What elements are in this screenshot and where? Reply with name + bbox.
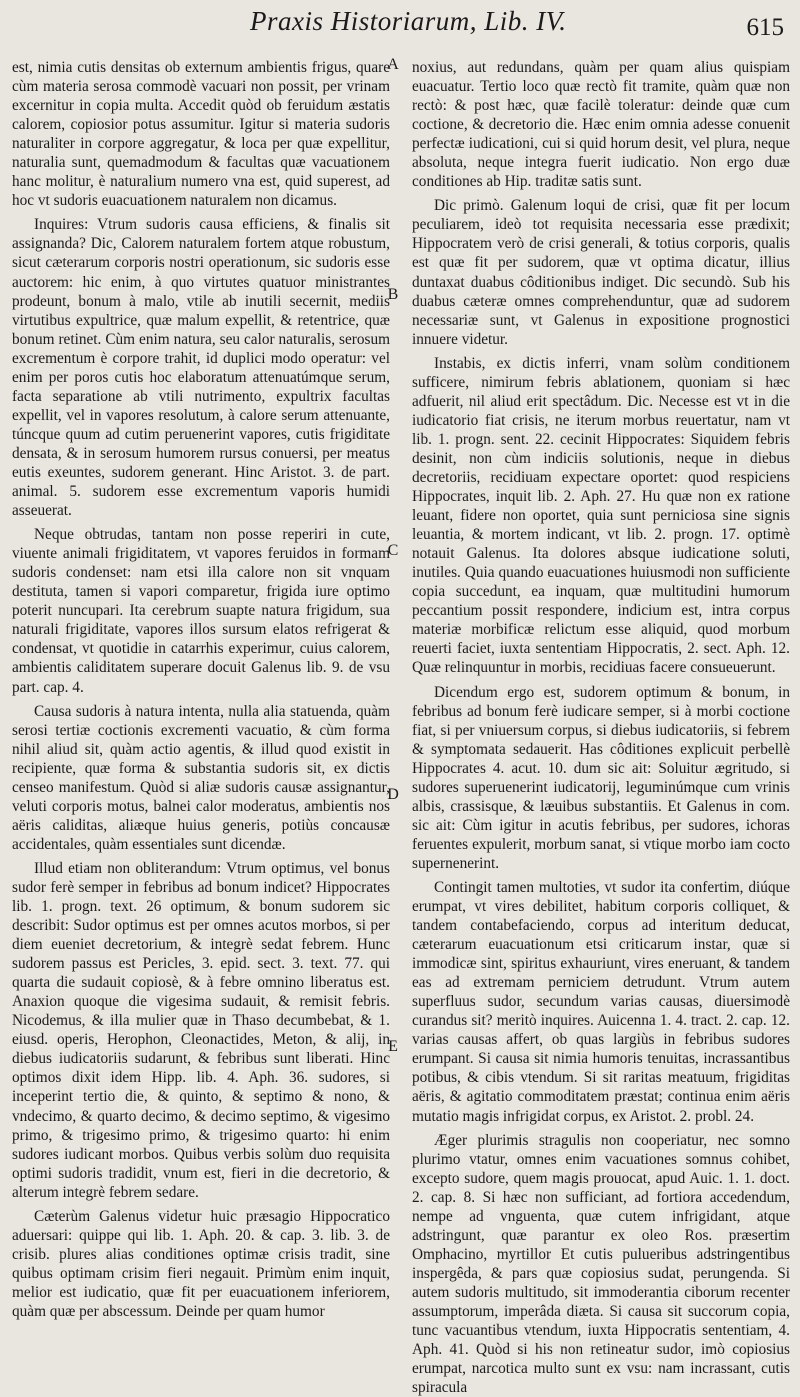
paragraph: Inquires: Vtrum sudoris causa efficiens, & finalis sit assignanda? Dic, Calorem naturalem fortem atque robustum, sicut cæterarum corporis nostri operationum, sic sudoris esse auctorem: hic enim, à quo virtutes quatuor ministrantes prodeunt, bonum à malo, vtile ab inutili secernit, mediis virtutibus expultrice, quæ malum expellit, & retentrice, quæ bonum retinet. Cùm enim natura, seu calor naturalis, serosum excrementum è corpore trahit, id duplici modo operatur: vel enim per poros cutis hoc elaboratum attenuatúmque serum, facta separatione ab vtili nutrimento, expultrix facultas expellit, vel in vapores resolutum, à calore serum attenuante, túncque quum ad cutim peruenerint vapores, cutis frigiditate densata, & in serosum humorem rursus conuersi, per meatus eutis exeuntes, sudorem generant. Hinc Aristot. 3. de part. animal. 5. sudorem esse excrementum vaporis humidi asseuerat. [12, 216, 390, 520]
page-number: 615 [746, 14, 784, 41]
paragraph: noxius, aut redundans, quàm per quam alius quispiam euacuatur. Tertio loco quæ rectò fit tramite, quàm quæ non rectò: & post hæc, quæ facilè toleratur: deinde quæ cum coctione, & decretorio die. Hæc enim omnia adesse conuenit perfectæ iudicationi, cui si quid horum desit, vel plura, neque absoluta, neque integra fuerit iudicatio. Non ergo duæ conditiones ab Hip. traditæ satis sunt. [412, 59, 790, 191]
paragraph: Cæterùm Galenus videtur huic præsagio Hippocratico aduersari: quippe qui lib. 1. Aph. 20. & cap. 3. lib. 3. de crisib. plures alias conditiones optimæ crisis tradit, sine quibus optimam crisim fieri negauit. Primùm enim inquit, melior est iudicatio, quæ fit per euacuationem inferiorem, quàm quæ per abscessum. Deinde per quam humor [12, 1207, 390, 1320]
margin-letter-a: A [387, 56, 399, 73]
running-head: Praxis Historiarum, Lib. IV. [250, 6, 567, 36]
paragraph: Dic primò. Galenum loqui de crisi, quæ fit per locum peculiarem, ideò tot requisita necessaria esse prædixit; Hippocratem verò de crisi generali, & totius corporis, qualis est quæ fit per sudorem, quæ vt optima dicatur, illius duntaxat duabus côditionibus indiget. Dic secundò. Sub his duabus cæteræ omnes comprehenduntur, quæ ad sudorem necessariæ sunt, vt Galenus in expositione prognostici innuere videtur. [412, 197, 790, 348]
left-column [12, 58, 390, 1348]
paragraph: Instabis, ex dictis inferri, vnam solùm conditionem sufficere, nimirum febris ablationem, quoniam si hæc adfuerit, nil aliud erit spectâdum. Dic. Necesse est vt in die iudicatorio fiat crisis, ne iterum morbus reuertatur, nam vt lib. 1. progn. sent. 22. cecinit Hippocrates: Siquidem febris desinit, non cùm indiciis solutionis, neque in diebus decretoriis, recidiuam expectare oportet: quod respiciens Hippocrates, inquit lib. 2. Aph. 27. Hu quæ non ex ratione leuant, fidere non oportet, quia sunt perniciosa sine signis leuantia, & mortem indicant, vt lib. 2. progn. 17. optimè notauit Galenus. Ita dolores absque iudicatione soluti, inutiles. Quia quando euacuationes huiusmodi non sufficiente copia succedunt, ea inquam, quæ multitudini humorum peccantium possit respondere, indicium est, intra corpus materiæ morbificæ relictum esse aliquid, quod morbum reuerti faciet, iuxta sententiam Hippocratis, 2. sect. Aph. 12. Quæ relinquuntur in morbis, recidiuas facere consueuerunt. [412, 354, 790, 677]
paragraph: Illud etiam non obliterandum: Vtrum optimus, vel bonus sudor ferè semper in febribus ad bonum indicet? Hippocrates lib. 1. progn. text. 26 optimum, & bonum sudorem sic describit: Sudor optimus est per omnes acutos morbos, si per diem eueniet decretorium, & integrè sedat febrem. Hunc sudorem passus est Pericles, 3. epid. sect. 3. text. 77. qui quarta die sudauit copiosè, & à febre omnino liberatus est. Anaxion quoque die vigesima sudauit, & remisit febris. Nicodemus, & illa mulier quæ in Thaso decumbebat, & 1. eiusd. operis, Herophon, Cleonactides, Meton, & alij, in diebus iudicatoriis sudarunt, & febribus sunt liberati. Hinc optimos dixit idem Hipp. lib. 4. Aph. 36. sudores, si inceperint tertio die, & quinto, & septimo & nono, & vndecimo, & quarto decimo, & decimo septimo, & vigesimo primo, & trigesimo primo, & trigesimo quarto: hi enim sudores iudicant morbos. Quibus verbis solùm duo requisita optimi sudoris tradidit, vnum est, fieri in die decretorio, & alterum integrè febrem sedare. [12, 859, 390, 1201]
paragraph: Causa sudoris à natura intenta, nulla alia statuenda, quàm serosi tertiæ coctionis excrementi vacuatio, & cùm forma nihil aliud sit, quàm actio agentis, & illud quod existit in recipiente, quæ forma & substantia sudoris sit, ex dictis censeo manifestum. Quòd si aliæ sudoris causæ assignantur, veluti corporis motus, balnei calor moderatus, ambientis nos aëris caliditas, aliæque huius generis, potiùs concausæ accidentales, quàm essentiales sunt dicendæ. [12, 702, 390, 853]
margin-letter-b: B [387, 286, 399, 303]
paragraph: est, nimia cutis densitas ob externum ambientis frigus, quare cùm materia serosa commodè vacuari non possit, per vrinam excernitur in copia multa. Accedit quòd ob feruidum æstatis calorem, copiosior potus assumitur. Igitur si materia sudoris naturaliter in corpore aggregatur, & loca per quæ expellitur, naturalia sunt, quemadmodum & facultas quæ vacuationem hanc molitur, è naturalium numero vna est, quid superest, ad hoc vt sudoris euacuationem naturalem non dicamus. [12, 59, 390, 210]
margin-letter-d: D [387, 786, 399, 803]
margin-letter-e: E [388, 1038, 398, 1055]
margin-letter-c: C [387, 542, 399, 559]
paragraph: Neque obtrudas, tantam non posse reperiri in cute, viuente animali frigiditatem, vt vapores feruidos in formam sudoris condenset: nam etsi illa calore non sit vnquam destituta, tamen si vapori comparetur, frigida iure optimo poterit nuncupari. Ita cerebrum suapte natura frigidum, sua naturali frigiditate, vapores illos sursum elatos refrigerat & condensat, vt quotidie in catarrhis experimur, cuius calorem, ambientis caliditatem superare docuit Galenus lib. 9. de vsu part. cap. 4. [12, 526, 390, 696]
paragraph: Æger plurimis stragulis non cooperiatur, nec somno plurimo vtatur, omnes enim vacuationes somnus cohibet, excepto sudore, quem magis prouocat, apud Auic. 1. 1. doct. 2. cap. 8. Si hæc non sufficiant, ad fortiora accedendum, nempe ad vnguenta, quæ cutem infrigidant, atque adstringunt, quæ parantur ex oleo Ros. præsertim Omphacino, myrtillor Et cutis pulueribus adstringentibus inspergêda, & pars quæ copiosius sudat, perungenda. Si autem sudoris multitudo, sit immoderantia ciborum recenter assumptorum, imperâda diæta. Si causa sit succorum copia, tunc vacuantibus vtendum, iuxta Hippocratis sententiam, 4. Aph. 41. Quòd si his non retineatur sudor, imò copiosius erumpat, narcotica multo sunt ex vsu: nam incrassant, cutis spiracula [412, 1131, 790, 1397]
right-column [412, 58, 790, 1397]
paragraph: Dicendum ergo est, sudorem optimum & bonum, in febribus ad bonum ferè iudicare semper, si à morbi coctione fiat, si per vniuersum corpus, si diebus iudicatoriis, si febrem & symptomata sedauerit. Has côditiones explicuit perbellè Hippocrates 4. acut. 10. dum sic ait: Soluitur ægritudo, si sudores superuenerint iudicatorij, leguminúmque cum vrinis albis, crassisque, & læuibus substantiis. Et Galenus in com. sic ait: Cùm igitur in acutis febribus, per sudores, ichoras feruentes expulerit, morbum sanat, si vtique morbo iam cocto supernenerint. [412, 683, 790, 872]
paragraph: Contingit tamen multoties, vt sudor ita confertim, diúque erumpat, vt vires debilitet, habitum corporis colliquet, & tandem contabefaciendo, corpus ad interitum deducat, cæterarum euacuationum etsi criticarum instar, quæ si immodicæ sint, spiritus exhauriunt, vires eneruant, & tandem eas ad extremam perniciem detrudunt. Vtrum autem superfluus sudor, secundum varias causas, diuersimodè curandus sit? meritò inquires. Auicenna 1. 4. tract. 2. cap. 12. varias causas affert, ob quas largiùs in febribus sudores erumpant. Si causa sit nimia humoris tenuitas, incrassantibus potibus, & cibis vtendum. Si sit raritas meatuum, frigiditas aëris, & agitatio commoditatem præstat; continua enim aëris mutatio magis infrigidat corpus, ex Aristot. 2. probl. 24. [412, 878, 790, 1125]
